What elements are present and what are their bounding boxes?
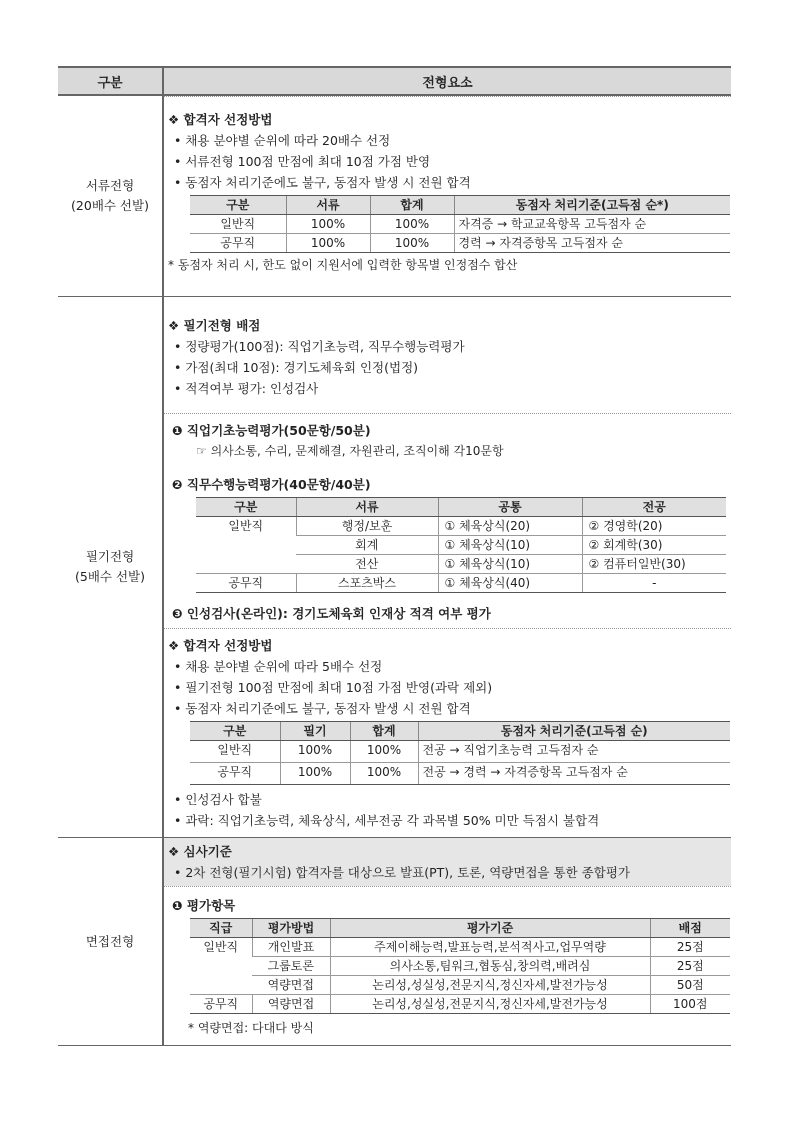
table-row: 역량면접 논리성,성실성,전문지식,정신자세,발전가능성 50점 bbox=[190, 976, 730, 995]
written-test-row bbox=[58, 297, 731, 838]
interview-note: * 역량면접: 다대다 방식 bbox=[188, 1021, 314, 1035]
table-row: 공무직 스포츠박스 ① 체육상식(40) - bbox=[196, 574, 726, 593]
selection-table bbox=[58, 66, 731, 1046]
interview-row bbox=[58, 838, 731, 1046]
selection-criteria-document bbox=[58, 66, 731, 1046]
written-tiebreak-table: 구분 필기 합계 동점자 처리기준(고득점 순) 일반직 100% 100% 전공 → 직업기초능력 고득점자 순 공무직 100% 100% 전공 → 경력 → 자격증항목 고득점자 순 bbox=[190, 721, 730, 785]
written-test-label: 필기전형 (5배수 선발) bbox=[58, 297, 163, 838]
document-screening-label: 서류전형 (20배수 선발) bbox=[58, 95, 163, 297]
section-title: ❖ 합격자 선정방법 bbox=[168, 112, 273, 127]
written-test-content: ❖ 필기전형 배점 • 정량평가(100점): 직업기초능력, 직무수행능력평가 • 가점(최대 10점): 경기도체육회 인정(법정) • 적격여부 평가: 인성검사 ❶ 직업기초능력평가(50문항/50분) ☞ 의사소통, 수리, 문제해결, 자원관리, 조직이해 각10문항 ❷ 직무수행능력평가(40문항/40분) 구분 서류 공통 전공 일반직 행정/보훈 ① 체육상식(20) ② 경영학(20) 회계 ① 체육상식(10) ② 회계학(30) 전산 ① 체육상식(10) ② 컴퓨터일반(30) 공무직 스포츠박스 ① 체육상식(40) - ❸ 인성검사(온라인): 경기도체육회 인재상 적격 여부 평가 ❖ 합격자 선정방법 • 채용 분야별 순위에 따라 5배수 선정 • 필기전형 100점 만점에 최대 10점 가점 반영(과락 제외) • 동점자 처리기준에도 불구, 동점자 발생 시 전원 합격 구분 필기 합계 동점자 처리기준(고득점 순) 일반직 100% 100% 전공 → 직업기초능력 고득점자 순 공무직 100% 100% 전공 → 경력 → 자격증항목 고득점자 순 • 인성검사 합불 • 과락: 직업기초능력, 체육상식, 세부전공 각 과목별 50% 미만 득점시 불합격 bbox=[163, 297, 731, 838]
interview-evaluation-table: 직급 평가방법 평가기준 배점 일반직 개인발표 주제이해능력,발표능력,분석적사고,업무역량 25점 그룹토론 의사소통,팀워크,협동심,창의력,배려심 25점 역량면접 논리성,성실성,전문지식,정신자세,발전가능성 50점 공무직 역량면접 논리성,성실성,전문지식,정신자세,발전가능성 100점 bbox=[190, 918, 730, 1014]
header-elements: 전형요소 bbox=[163, 67, 731, 95]
job-ability-table: 구분 서류 공통 전공 일반직 행정/보훈 ① 체육상식(20) ② 경영학(20) 회계 ① 체육상식(10) ② 회계학(30) 전산 ① 체육상식(10) ② 컴퓨터일반(30) 공무직 스포츠박스 ① 체육상식(40) - bbox=[196, 497, 726, 593]
table-row: 일반직 100% 100% 자격증 → 학교교육항목 고득점자 순 bbox=[190, 215, 730, 234]
table-row: 공무직 100% 100% 전공 → 경력 → 자격증항목 고득점자 순 bbox=[190, 763, 730, 785]
table-row: 일반직 행정/보훈 ① 체육상식(20) ② 경영학(20) bbox=[196, 517, 726, 536]
document-tiebreak-table: 구분 서류 합계 동점자 처리기준(고득점 순*) 일반직 100% 100% 자격증 → 학교교육항목 고득점자 순 공무직 100% 100% 경력 → 자격증항목 고득점자 순 bbox=[190, 195, 730, 253]
document-screening-content: ❖ 합격자 선정방법 • 채용 분야별 순위에 따라 20배수 선정 • 서류전형 100점 만점에 최대 10점 가점 반영 • 동점자 처리기준에도 불구, 동점자 발생 시 전원 합격 구분 서류 합계 동점자 처리기준(고득점 순*) 일반직 100% 100% 자격증 → 학교교육항목 고득점자 순 공무직 100% 100% 경력 → 자격증항목 고득점자 순 * 동점자 처리 시, 한도 없이 지원서에 입력한 항목별 인정점수 합산 bbox=[163, 95, 731, 297]
table-row: 그룹토론 의사소통,팀워크,협동심,창의력,배려심 25점 bbox=[190, 957, 730, 976]
table-row: 전산 ① 체육상식(10) ② 컴퓨터일반(30) bbox=[196, 555, 726, 574]
table-row: 일반직 100% 100% 전공 → 직업기초능력 고득점자 순 bbox=[190, 741, 730, 763]
table-row: 일반직 개인발표 주제이해능력,발표능력,분석적사고,업무역량 25점 bbox=[190, 938, 730, 957]
table-row: 회계 ① 체육상식(10) ② 회계학(30) bbox=[196, 536, 726, 555]
interview-label: 면접전형 bbox=[58, 838, 163, 1046]
tiebreak-note: * 동점자 처리 시, 한도 없이 지원서에 입력한 항목별 인정점수 합산 bbox=[168, 258, 518, 272]
interview-content: ❖ 심사기준 • 2차 전형(필기시험) 합격자를 대상으로 발표(PT), 토론, 역량면접을 통한 종합평가 ❶ 평가항목 직급 평가방법 평가기준 배점 일반직 개인발표 주제이해능력,발표능력,분석적사고,업무역량 25점 그룹토론 의사소통,팀워크,협동심,창의력,배려심 25점 역량면접 논리성,성실성,전문지식,정신자세,발전가능성 50점 공무직 역량면접 논리성,성실성,전문지식,정신자세,발전가능성 100점 * 역량면접: 다대다 방식 bbox=[163, 838, 731, 1046]
job-ability-title: ❷ 직무수행능력평가(40문항/40분) bbox=[172, 477, 371, 492]
header-row bbox=[58, 67, 731, 95]
table-row: 공무직 100% 100% 경력 → 자격증항목 고득점자 순 bbox=[190, 234, 730, 253]
basic-ability-title: ❶ 직업기초능력평가(50문항/50분) bbox=[172, 423, 371, 438]
document-screening-row bbox=[58, 95, 731, 297]
table-row: 공무직 역량면접 논리성,성실성,전문지식,정신자세,발전가능성 100점 bbox=[190, 995, 730, 1014]
personality-test-title: ❸ 인성검사(온라인): 경기도체육회 인재상 적격 여부 평가 bbox=[172, 606, 491, 621]
header-category: 구분 bbox=[58, 67, 163, 95]
